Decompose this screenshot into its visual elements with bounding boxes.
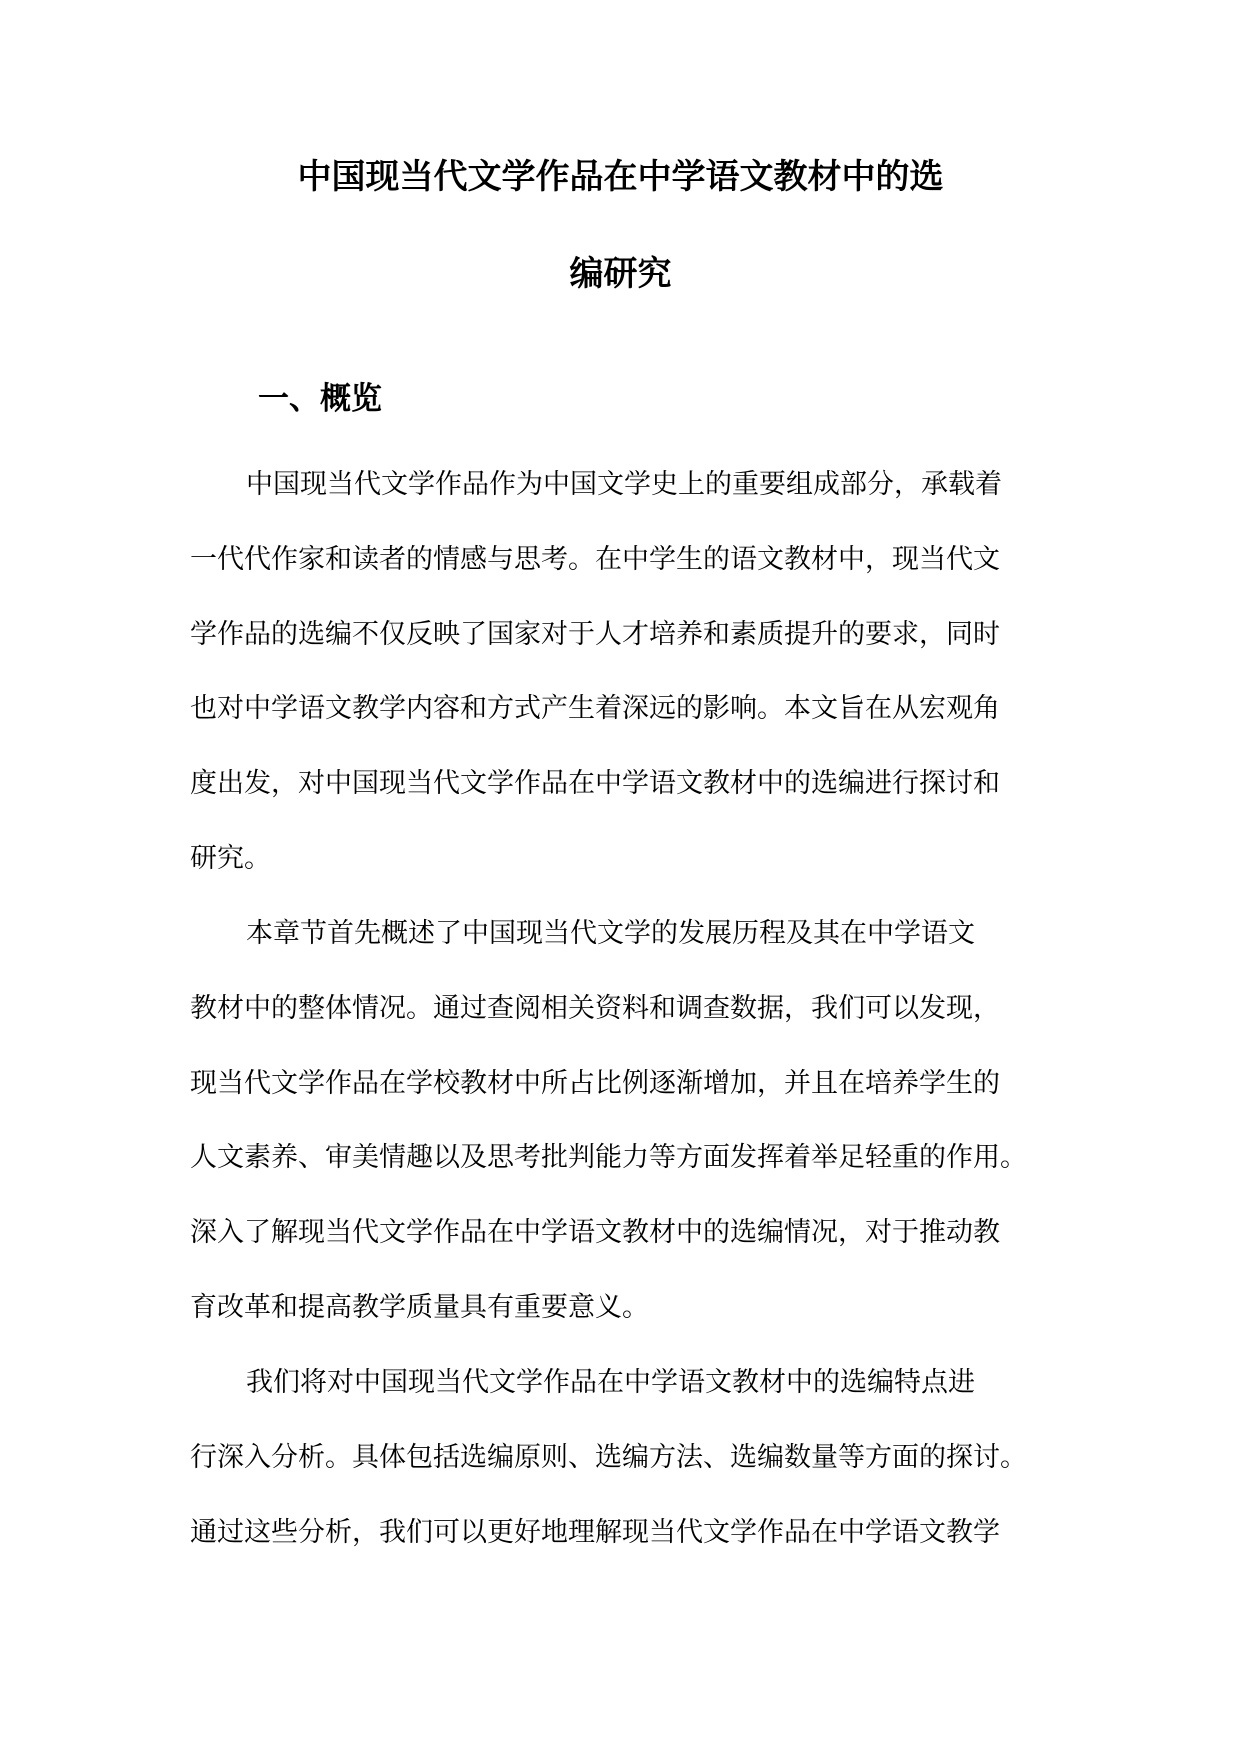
paragraph-1-line-4: 也对中学语文教学内容和方式产生着深远的影响。本文旨在从宏观角	[190, 693, 1000, 724]
paragraph-2-line-3: 现当代文学作品在学校教材中所占比例逐渐增加，并且在培养学生的	[190, 1068, 1000, 1099]
document-title-line-1: 中国现当代文学作品在中学语文教材中的选	[297, 157, 944, 197]
paragraph-2-line-4: 人文素养、审美情趣以及思考批判能力等方面发挥着举足轻重的作用。	[190, 1142, 1027, 1173]
paragraph-1-line-6: 研究。	[190, 843, 271, 874]
paragraph-3-line-3: 通过这些分析，我们可以更好地理解现当代文学作品在中学语文教学	[190, 1517, 1000, 1548]
paragraph-3-line-2: 行深入分析。具体包括选编原则、选编方法、选编数量等方面的探讨。	[190, 1442, 1027, 1473]
paragraph-1-line-3: 学作品的选编不仅反映了国家对于人才培养和素质提升的要求，同时	[190, 619, 1000, 650]
paragraph-2-line-5: 深入了解现当代文学作品在中学语文教材中的选编情况，对于推动教	[190, 1217, 1000, 1248]
paragraph-1-line-1: 中国现当代文学作品作为中国文学史上的重要组成部分，承载着	[246, 469, 1002, 500]
section-heading: 一、概览	[258, 381, 382, 417]
paragraph-1-line-2: 一代代作家和读者的情感与思考。在中学生的语文教材中，现当代文	[190, 544, 1000, 575]
paragraph-2-line-1: 本章节首先概述了中国现当代文学的发展历程及其在中学语文	[246, 918, 975, 949]
paragraph-3-line-1: 我们将对中国现当代文学作品在中学语文教材中的选编特点进	[246, 1367, 975, 1398]
paragraph-2-line-2: 教材中的整体情况。通过查阅相关资料和调查数据，我们可以发现，	[190, 993, 1000, 1024]
paragraph-1-line-5: 度出发，对中国现当代文学作品在中学语文教材中的选编进行探讨和	[190, 768, 1000, 799]
paragraph-2-line-6: 育改革和提高教学质量具有重要意义。	[190, 1292, 649, 1323]
document-title-line-2: 编研究	[569, 254, 672, 294]
